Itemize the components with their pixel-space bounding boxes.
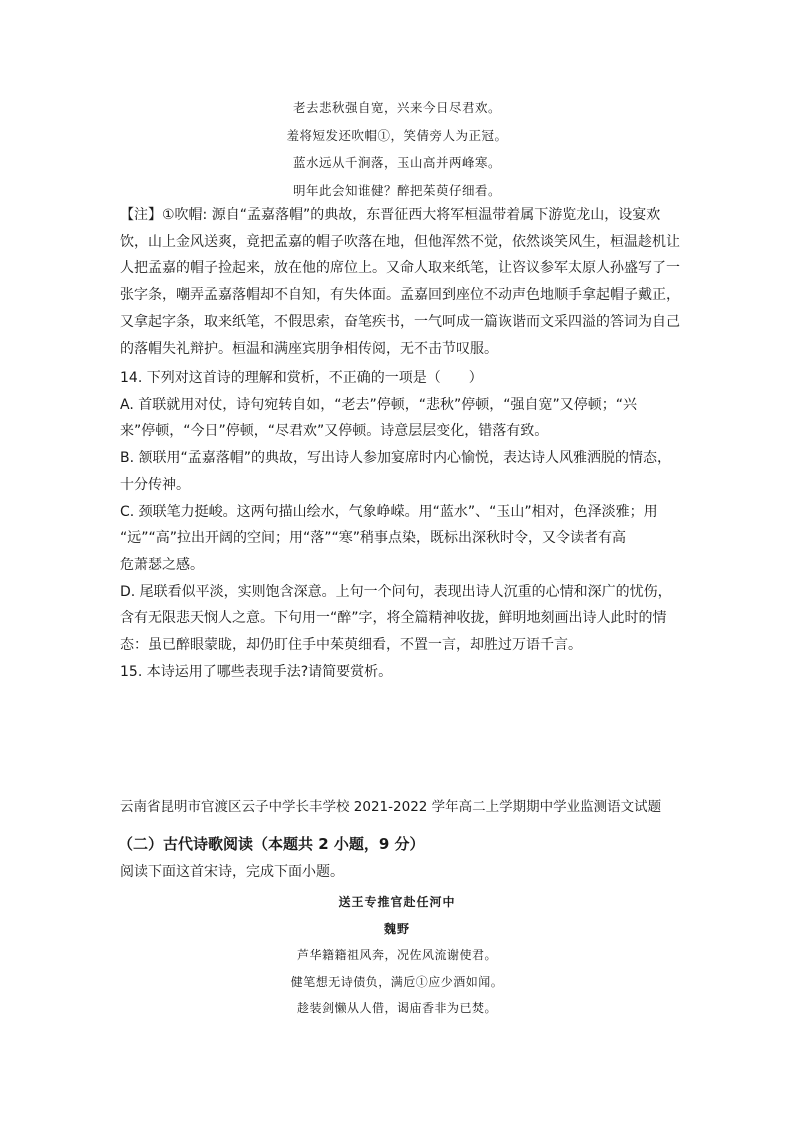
question-14: 14. 下列对这首诗的理解和赏析，不正确的一项是（ ） — [120, 370, 483, 386]
poem-author: 魏野 — [383, 921, 410, 936]
option-c-cont: 危萧瑟之感。 — [120, 556, 204, 573]
question-block — [120, 365, 680, 685]
option-a: A. 首联就用对仗，诗句宛转自如，“老去”停顿，“悲秋”停顿，“强自宽”又停顿；“兴 — [120, 396, 637, 413]
poem-line: 趁装剑懒从人借，谒庙香非为已焚。 — [296, 1001, 497, 1015]
poem-line: 芦华籍籍祖风奔，况佐风流谢使君。 — [296, 948, 497, 962]
poem-line: 羞将短发还吹帽①，笑倩旁人为正冠。 — [286, 127, 508, 143]
option-d: D. 尾联看似平淡，实则饱含深意。上句一个问句，表现出诗人沉重的心情和深广的忧伤， — [120, 583, 672, 600]
poem-wei-ye — [0, 889, 794, 1022]
note-line: 人把孟嘉的帽子捡起来，放在他的席位上。又命人取来纸笔，让咨议参军太原人孙盛写了一 — [120, 260, 680, 277]
option-c-cont: “远”“高”拉出开阔的空间；用“落”“寒”稍事点染，既标出深秋时令，又令读者有高 — [120, 530, 627, 547]
option-a-cont: 来”停顿，“今日”停顿，“尽君欢”又停顿。诗意层层变化，错落有致。 — [120, 423, 549, 440]
note-line: 饮，山上金风送爽，竟把孟嘉的帽子吹落在地，但他浑然不觉，依然谈笑风生，桓温趁机让 — [120, 233, 680, 250]
option-b-cont: 十分传神。 — [120, 476, 190, 493]
option-d-cont: 态：虽已醉眼蒙眬，却仍盯住手中茱萸细看，不置一言，却胜过万语千言。 — [120, 637, 582, 654]
section-instruction: 阅读下面这首宋诗，完成下面小题。 — [120, 864, 344, 880]
poem-line: 老去悲秋强自宽，兴来今日尽君欢。 — [292, 100, 501, 115]
option-d-cont: 含有无限悲天悯人之意。下句用一“醉”字，将全篇精神收拢，鲜明地刻画出诗人此时的情 — [120, 610, 667, 627]
source-line: 云南省昆明市官渡区云子中学长丰学校 2021-2022 学年高二上学期期中学业监测语文试题 — [120, 799, 662, 815]
annotation-note — [120, 202, 680, 362]
note-line: 又拿起字条，取来纸笔，不假思索，奋笔疾书，一气呵成一篇诙谐而文采四溢的答词为自己 — [120, 313, 680, 330]
note-line: 张字条，嘲弄孟嘉落帽却不自知，有失体面。孟嘉回到座位不动声色地顺手拿起帽子戴正， — [120, 287, 680, 304]
poem-line: 明年此会知谁健？醉把茱萸仔细看。 — [292, 182, 501, 198]
poem-du-fu — [0, 94, 794, 204]
option-c: C. 颈联笔力挺峻。这两句描山绘水，气象峥嵘。用“蓝水”、“玉山”相对，色泽淡雅；用 — [120, 503, 658, 520]
section-heading: （二）古代诗歌阅读（本题共 2 小题，9 分） — [118, 835, 425, 853]
poem-line: 健笔想无诗债负，满卮①应少酒如闻。 — [290, 974, 504, 989]
note-line: 【注】①吹帽: 源自“孟嘉落帽”的典故，东晋征西大将军桓温带着属下游览龙山，设宴欢 — [120, 207, 661, 223]
poem-line: 蓝水远从千涧落，玉山高并两峰寒。 — [292, 155, 501, 170]
option-b: B. 颔联用“孟嘉落帽”的典故，写出诗人参加宴席时内心愉悦，表达诗人风雅洒脱的情态， — [120, 450, 672, 467]
note-line: 的落帽失礼辩护。桓温和满座宾朋争相传阅，无不击节叹服。 — [120, 340, 498, 357]
question-15: 15. 本诗运用了哪些表现手法?请简要赏析。 — [120, 663, 393, 680]
poem-title: 送王专推官赴任河中 — [338, 895, 456, 909]
